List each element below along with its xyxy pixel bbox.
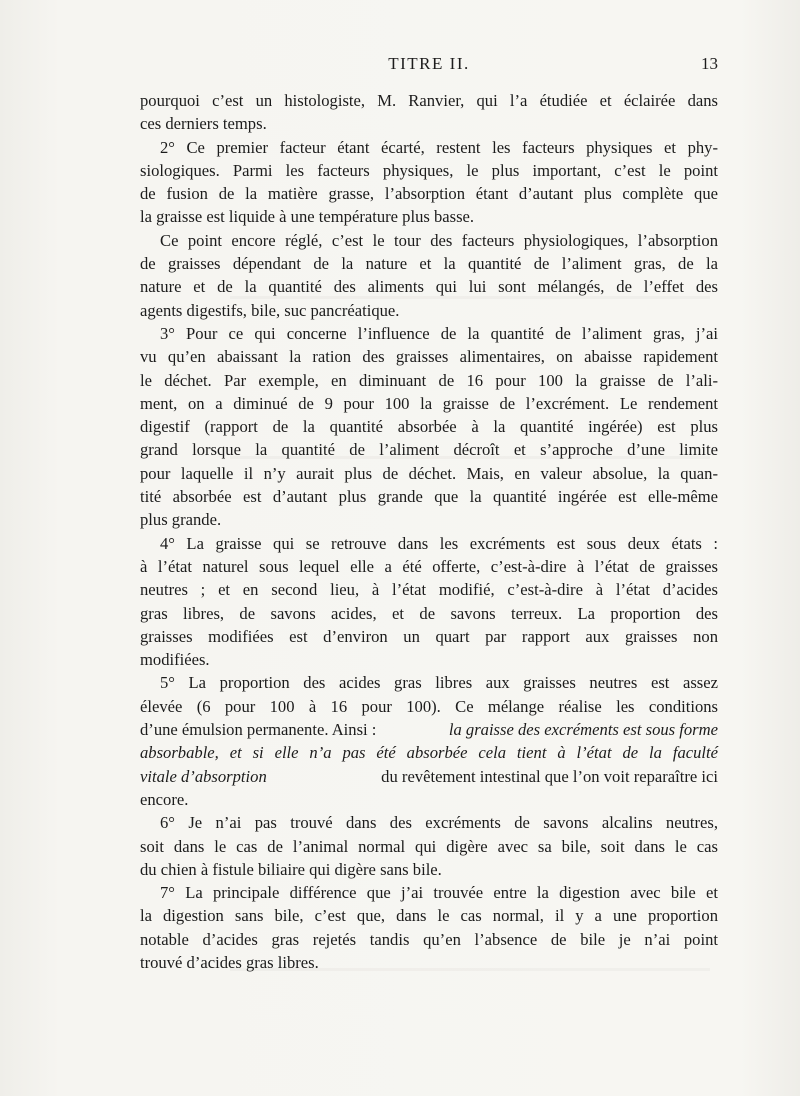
text-line: élevée (6 pour 100 à 16 pour 100). Ce mélange réalise les conditions bbox=[140, 696, 718, 716]
text-line: de graisses dépendant de la nature et la quantité de l’aliment gras, de la bbox=[140, 254, 718, 274]
text-segment: d’une émulsion permanente. Ainsi : bbox=[140, 720, 377, 740]
text-line: 6° Je n’ai pas trouvé dans des excréments de savons alcalins neutres, bbox=[160, 813, 718, 833]
text-line: encore. bbox=[140, 789, 189, 809]
text-line: 5° La proportion des acides gras libres aux graisses neutres est assez bbox=[160, 673, 718, 693]
italic-text-line: absorbable, et si elle n’a pas été absorbée cela tient à l’état de la faculté bbox=[140, 743, 718, 763]
text-line: graisses modifiées est d’environ un quart par rapport aux graisses non bbox=[140, 626, 718, 646]
text-line: nature et de la quantité des aliments qui lui sont mélangés, de l’effet des bbox=[140, 277, 718, 297]
text-line: 3° Pour ce qui concerne l’influence de la quantité de l’aliment gras, j’ai bbox=[160, 323, 718, 343]
text-line: la digestion sans bile, c’est que, dans le cas normal, il y a une proportion bbox=[140, 906, 718, 926]
text-line: du chien à fistule biliaire qui digère sans bile. bbox=[140, 859, 442, 879]
text-line: Ce point encore réglé, c’est le tour des facteurs physiologiques, l’absorption bbox=[160, 230, 718, 250]
text-line: siologiques. Parmi les facteurs physiques, le plus important, c’est le point bbox=[140, 160, 718, 180]
text-line: trouvé d’acides gras libres. bbox=[140, 952, 319, 972]
running-title: TITRE II. bbox=[388, 54, 470, 73]
text-line: plus grande. bbox=[140, 510, 222, 530]
text-line: la graisse est liquide à une température plus basse. bbox=[140, 207, 475, 227]
page-number: 13 bbox=[701, 54, 718, 73]
text-line bbox=[140, 765, 718, 788]
italic-text-segment: la graisse des excréments est sous forme bbox=[448, 720, 718, 740]
text-line: soit dans le cas de l’animal normal qui digère avec sa bile, soit dans le cas bbox=[140, 836, 718, 856]
italic-text-segment: vitale d’absorption bbox=[140, 766, 267, 786]
text-line: pour laquelle il n’y aurait plus de déchet. Mais, en valeur absolue, la quan- bbox=[140, 463, 718, 483]
text-segment: du revêtement intestinal que l’on voit reparaître ici bbox=[381, 766, 718, 786]
text-line: neutres ; et en second lieu, à l’état modifié, c’est-à-dire à l’état d’acides bbox=[140, 580, 718, 600]
text-line: grand lorsque la quantité de l’aliment décroît et s’approche d’une limite bbox=[140, 440, 718, 460]
text-line: à l’état naturel sous lequel elle a été offerte, c’est-à-dire à l’état de graisses bbox=[140, 556, 718, 576]
text-line: digestif (rapport de la quantité absorbée à la quantité ingérée) est plus bbox=[140, 417, 718, 437]
text-line: agents digestifs, bile, suc pancréatique. bbox=[140, 300, 400, 320]
text-line: 7° La principale différence que j’ai trouvée entre la digestion avec bile et bbox=[160, 883, 718, 903]
text-line: modifiées. bbox=[140, 650, 210, 670]
text-line: ces derniers temps. bbox=[140, 114, 267, 134]
text-line: notable d’acides gras rejetés tandis qu’en l’absence de bile je n’ai point bbox=[140, 929, 718, 949]
running-header bbox=[140, 54, 718, 78]
text-line: vu qu’en abaissant la ration des graisses alimentaires, on abaisse rapidement bbox=[140, 347, 718, 367]
text-line bbox=[140, 718, 718, 741]
text-line: tité absorbée est d’autant plus grande que la quantité ingérée est elle-même bbox=[140, 487, 718, 507]
text-line: de fusion de la matière grasse, l’absorption étant d’autant plus complète que bbox=[140, 184, 718, 204]
body-text bbox=[140, 89, 718, 974]
text-line: 4° La graisse qui se retrouve dans les excréments est sous deux états : bbox=[160, 533, 718, 553]
text-line: pourquoi c’est un histologiste, M. Ranvier, qui l’a étudiée et éclairée dans bbox=[140, 91, 718, 110]
text-line: gras libres, de savons acides, et de savons terreux. La proportion des bbox=[140, 603, 718, 623]
text-line: le déchet. Par exemple, en diminuant de 16 pour 100 la graisse de l’ali- bbox=[140, 370, 718, 390]
text-line: 2° Ce premier facteur étant écarté, restent les facteurs physiques et phy- bbox=[160, 137, 718, 157]
text-line: ment, on a diminué de 9 pour 100 la graisse de l’excrément. Le rendement bbox=[140, 393, 718, 413]
